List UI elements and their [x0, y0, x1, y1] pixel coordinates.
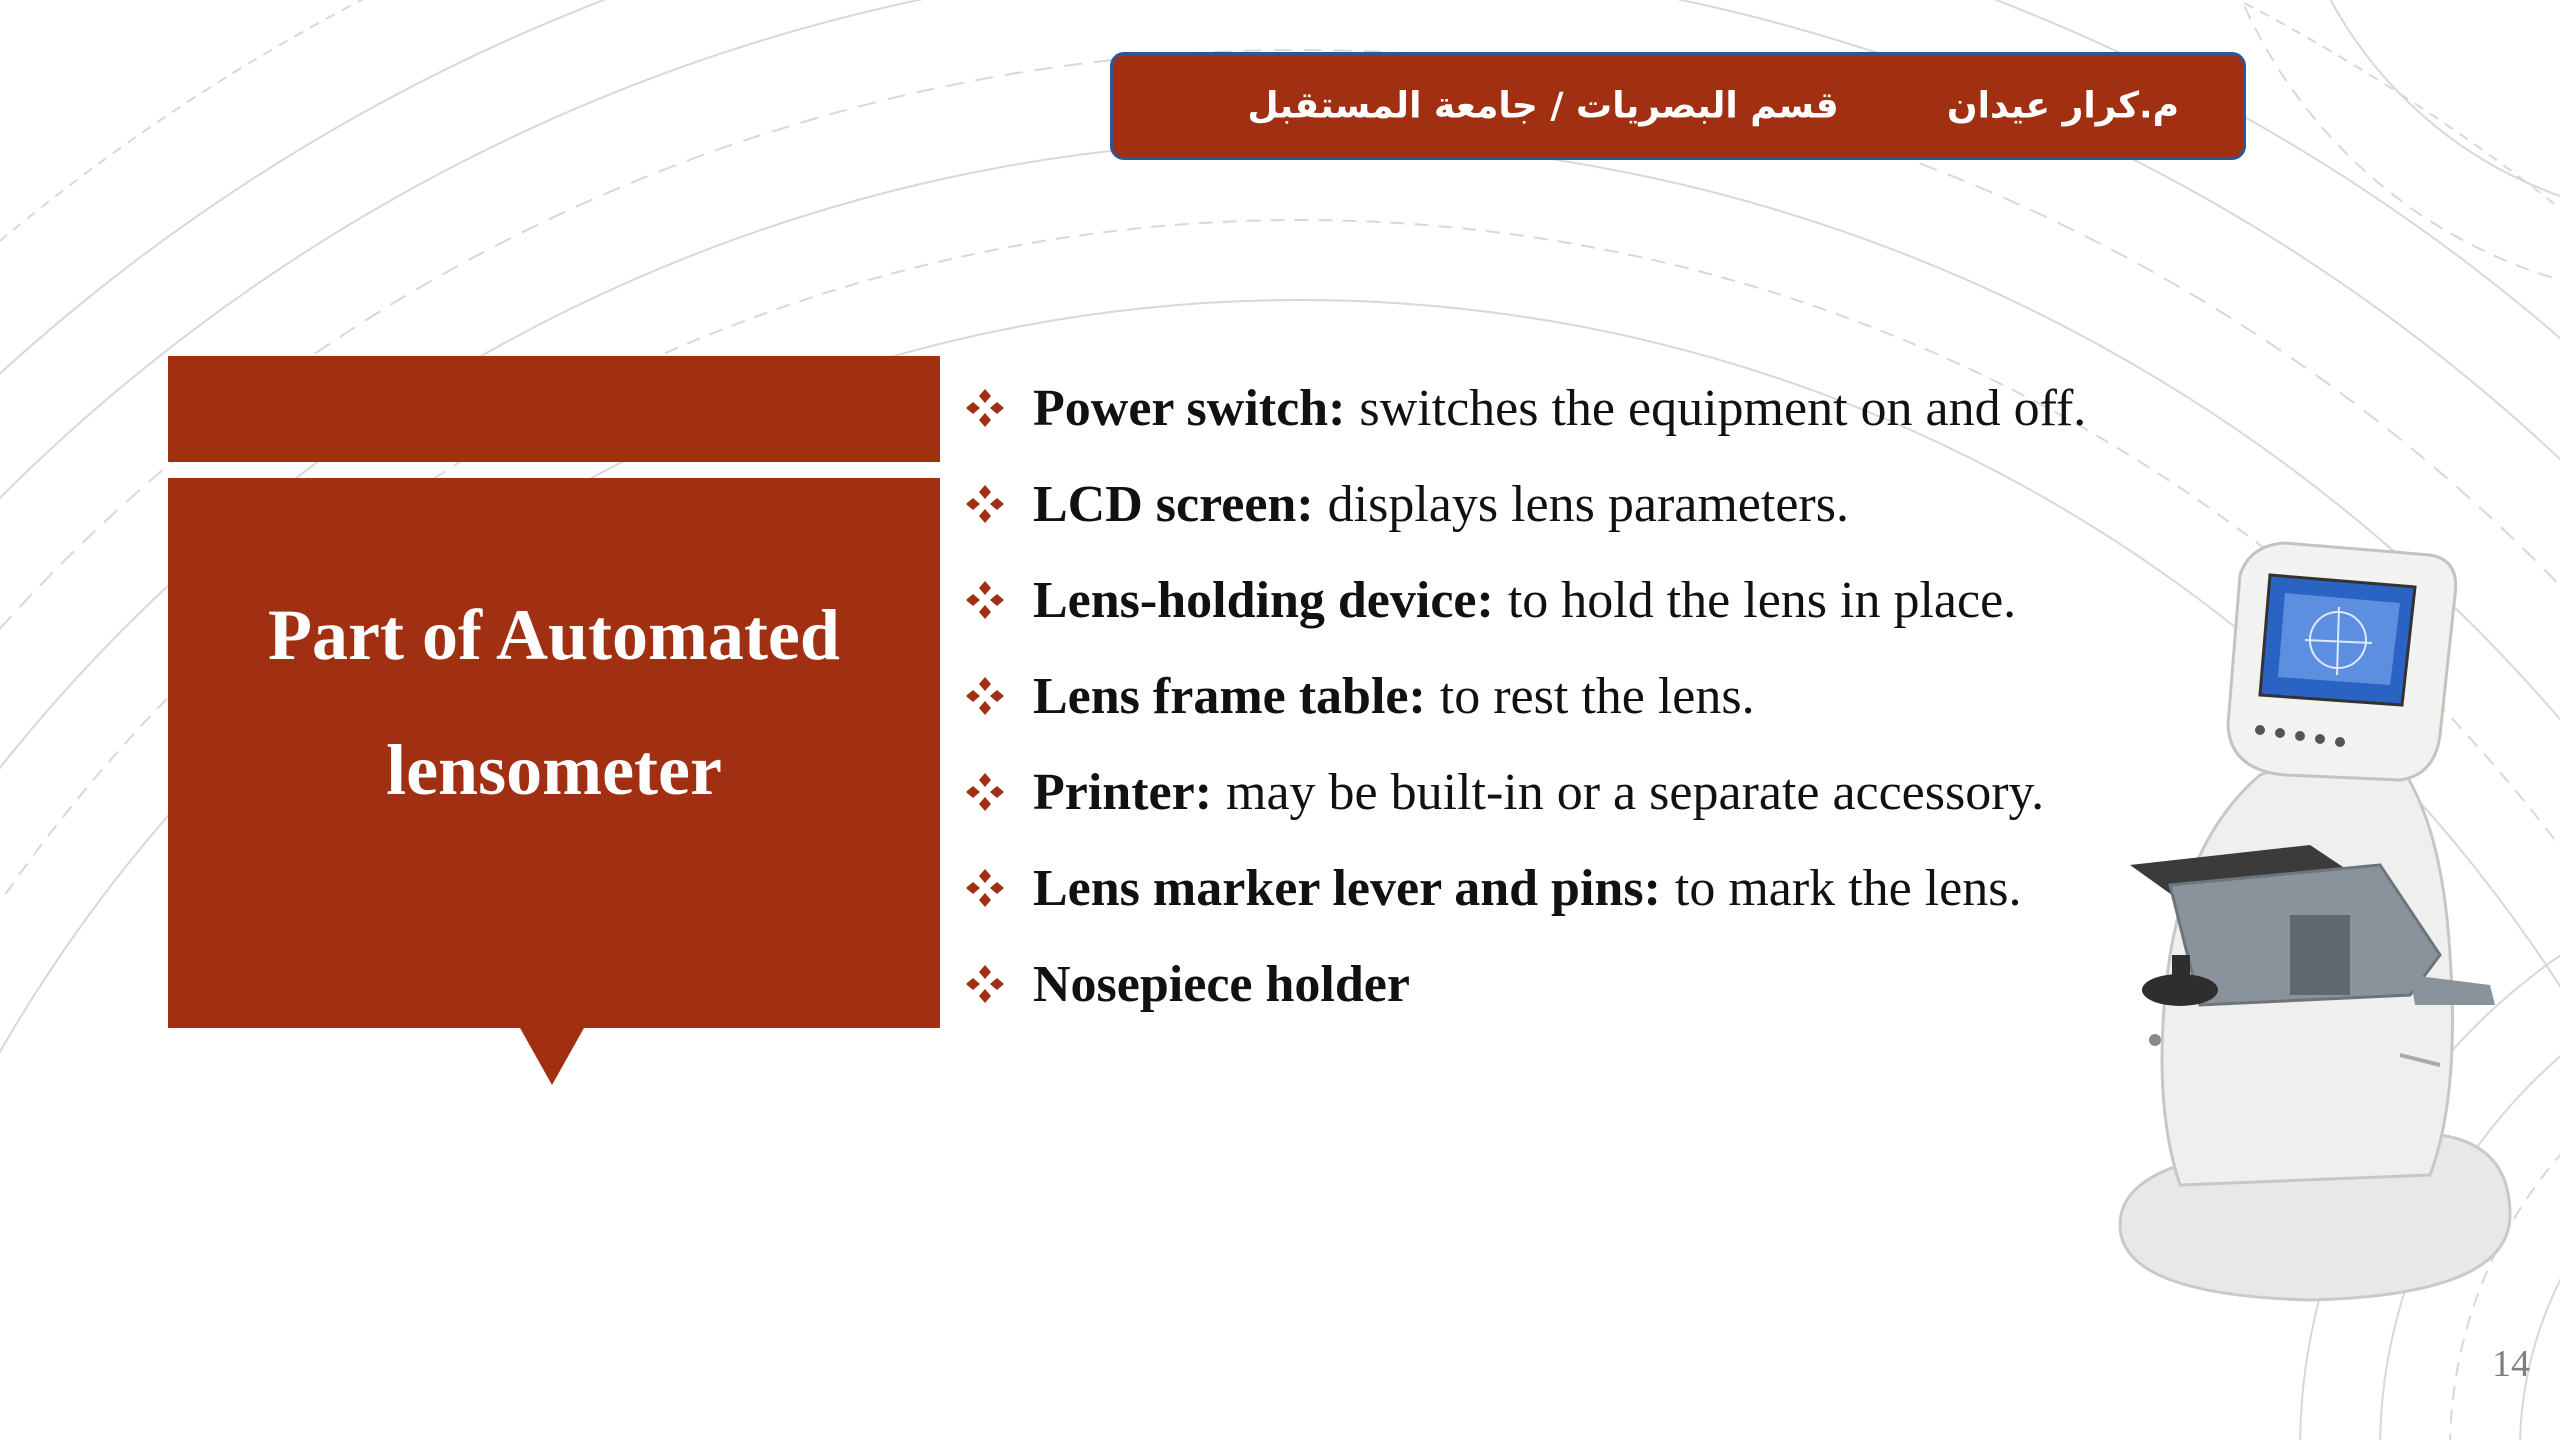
slide-title-line-1: Part of Automated: [268, 595, 840, 675]
header-bar: [1110, 52, 2246, 160]
four-diamond-bullet-icon: [965, 868, 1033, 908]
bullet-description: to rest the lens.: [1439, 667, 1755, 725]
callout-pointer: [520, 1028, 584, 1085]
list-item: [965, 840, 2145, 936]
list-item: [965, 648, 2145, 744]
header-lecturer: م.كرار عيدان: [1946, 85, 2180, 127]
bullet-term: LCD screen:: [1033, 475, 1314, 533]
bullet-description: to mark the lens.: [1674, 859, 2022, 917]
bullet-term: Power switch:: [1033, 379, 1346, 437]
bullet-term: Lens frame table:: [1033, 667, 1426, 725]
list-item: [965, 360, 2145, 456]
bullet-description: displays lens parameters.: [1327, 475, 1849, 533]
page-number: 14: [2492, 1343, 2530, 1385]
title-top-band: [168, 356, 940, 462]
bullet-term: Printer:: [1033, 763, 1213, 821]
slide-title-line-2: lensometer: [386, 730, 722, 810]
bullet-term: Lens marker lever and pins:: [1033, 859, 1661, 917]
bullet-description: to hold the lens in place.: [1507, 571, 2017, 629]
bullet-description: may be built-in or a separate accessory.: [1226, 763, 2045, 821]
slide-title: [168, 568, 940, 838]
four-diamond-bullet-icon: [965, 388, 1033, 428]
four-diamond-bullet-icon: [965, 676, 1033, 716]
automated-lensometer-image: [2110, 535, 2520, 1305]
list-item: [965, 744, 2145, 840]
list-item: [965, 552, 2145, 648]
four-diamond-bullet-icon: [965, 964, 1033, 1004]
parts-list: [965, 360, 2145, 1032]
bullet-term: Lens-holding device:: [1033, 571, 1494, 629]
header-department: قسم البصريات / جامعة المستقبل: [1247, 85, 1839, 127]
list-item: [965, 936, 2145, 1032]
four-diamond-bullet-icon: [965, 484, 1033, 524]
four-diamond-bullet-icon: [965, 580, 1033, 620]
title-callout-box: [168, 478, 940, 1028]
four-diamond-bullet-icon: [965, 772, 1033, 812]
bullet-term: Nosepiece holder: [1033, 955, 1410, 1013]
bullet-description: switches the equipment on and off.: [1359, 379, 2087, 437]
list-item: [965, 456, 2145, 552]
